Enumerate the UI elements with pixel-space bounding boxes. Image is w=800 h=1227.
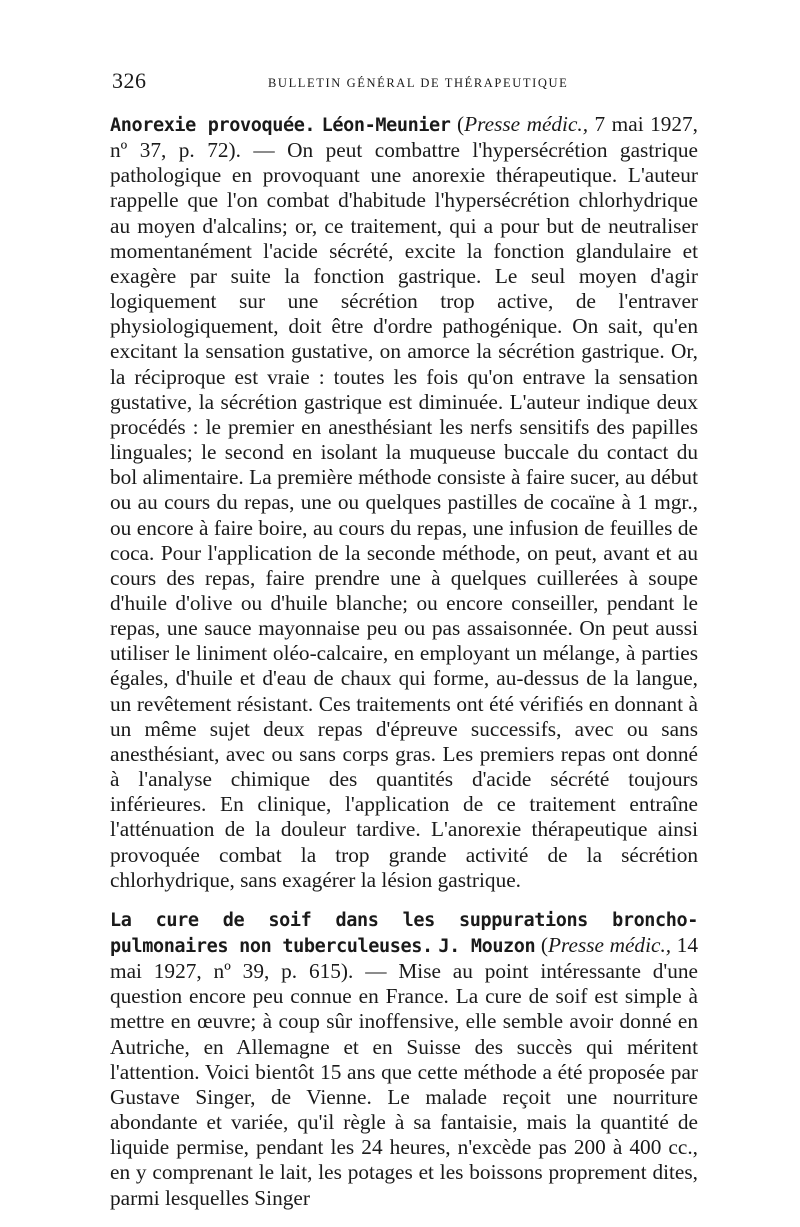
page-number: 326 [112,68,147,93]
article-title: Anorexie provoquée. [110,115,316,136]
article-anorexie: Anorexie provoquée. Léon-Meunier (Presse médic., 7 mai 1927, nº 37, p. 72). — On peut combattre l'hypersécrétion gastrique pathologique en provoquant une anorexie thérapeutique. L'auteur rappelle que l'on combat d'habitude l'hypersécrétion chlorhydrique au moyen d'alcalins; or, ce traitement, qui a pour but de neutraliser momentanément l'acide sécrété, excite la fonction glandulaire et exagère par suite la fonction gastrique. Le seul moyen d'agir logiquement sur une sécrétion trop active, de l'entraver physiologiquement, doit être d'ordre pathogénique. On sait, qu'en excitant la sensation gustative, on amorce la sécrétion gastrique. Or, la réciproque est vraie : toutes les fois qu'on entrave la sensation gustative, la sécrétion gastrique est diminuée. L'auteur indique deux procédés : le premier en anesthésiant les nerfs sensitifs des papilles linguales; le second en isolant la muqueuse buccale du contact du bol alimentaire. La première méthode consiste à faire sucer, au début ou au cours du repas, une ou quelques pastilles de cocaïne à 1 mgr., ou encore à faire boire, au cours du repas, une infusion de feuilles de coca. Pour l'application de la seconde méthode, on peut, avant et au cours des repas, faire prendre une à quelques cuillerées à soupe d'huile d'olive ou d'huile blanche; ou encore conseiller, pendant le repas, une sauce mayonnaise peu ou pas assaisonnée. On peut aussi utiliser le liniment oléo-calcaire, en employant un mélange, à parties égales, d'huile et d'eau de chaux qui forme, au-dessus de la langue, un revêtement résistant. Ces traitements ont été vérifiés en donnant à un même sujet deux repas d'épreuve successifs, avec ou sans anesthésiant, avec ou sans corps gras. Les premiers repas ont donné à l'analyse chimique des quantités d'acide sécrété toujours inférieures. En clinique, l'application de ce traitement entraîne l'atténuation de la douleur tardive. L'anorexie thérapeutique ainsi provoquée combat la trop grande activité de la sécrétion chlorhydrique, sans exagérer la lésion gastrique. [110,112,699,892]
article-source: Presse médic., [548,933,672,957]
article-body: — Mise au point intéressante d'une question encore peu connue en France. La cure de soif est simple à mettre en œuvre; à coup sûr inoffensive, elle semble avoir donné en Autriche, en Allemagne et en Suisse des succès qui méritent l'attention. Voici bientôt 15 ans que cette méthode a été proposée par Gustave Singer, de Vienne. Le malade reçoit une nourriture abondante et variée, qu'il règle à sa fantaisie, mais la quantité de liquide permise, pendant les 24 heures, n'excède pas 200 à 400 cc., en y comprenant le lait, les potages et les boissons proprement dites, parmi lesquelles Singer [110,959,698,1210]
article-citation: 7 mai 1927, nº 37, p. 72). [110,112,699,163]
article-body: — On peut combattre l'hypersécrétion gastrique pathologique en provoquant une anorexie thérapeutique. L'auteur rappelle que l'on combat d'habitude l'hypersécrétion chlorhydrique au moyen d'alcalins; or, ce traitement, qui a pour but de neutraliser momentanément l'acide sécrété, excite la fonction glandulaire et exagère par suite la fonction gastrique. Le seul moyen d'agir logiquement sur une sécrétion trop active, de l'entraver physiologiquement, doit être d'ordre pathogénique. On sait, qu'en excitant la sensation gustative, on amorce la sécrétion gastrique. Or, la réciproque est vraie : toutes les fois qu'on entrave la sensation gustative, la sécrétion gastrique est diminuée. L'auteur indique deux procédés : le premier en anesthésiant les nerfs sensitifs des papilles linguales; le second en isolant la muqueuse buccale du contact du bol alimentaire. La première méthode consiste à faire sucer, au début ou au cours du repas, une ou quelques pastilles de cocaïne à 1 mgr., ou encore à faire boire, au cours du repas, une infusion de feuilles de coca. Pour l'application de la seconde méthode, on peut, avant et au cours des repas, faire prendre une à quelques cuillerées à soupe d'huile d'olive ou d'huile blanche; ou encore conseiller, pendant le repas, une sauce mayonnaise peu ou pas assaisonnée. On peut aussi utiliser le liniment oléo-calcaire, en employant un mélange, à parties égales, d'huile et d'eau de chaux qui forme, au-dessus de la langue, un revêtement résistant. Ces traitements ont été vérifiés en donnant à un même sujet deux repas d'épreuve successifs, avec ou sans anesthésiant, avec ou sans corps gras. Les premiers repas ont donné à l'analyse chimique des quantités d'acide sécrété toujours inférieures. En clinique, l'application de ce traitement entraîne l'atténuation de la douleur tardive. L'anorexie thérapeutique ainsi provoquée combat la trop grande activité de la sécrétion chlorhydrique, sans exagérer la lésion gastrique. [110,138,698,892]
document-page [110,68,698,1211]
article-source: Presse médic., [464,112,589,136]
running-header [110,68,698,98]
journal-title: BULLETIN GÉNÉRAL DE THÉRAPEUTIQUE [268,76,569,90]
article-author: Léon-Meunier [321,115,451,136]
article-citation: 14 mai 1927, nº 39, p. 615). [110,933,699,984]
article-title: La cure de soif dans les suppurations broncho-pulmonaires non tuberculeuses. [110,909,698,957]
article-author: J. Mouzon [438,936,536,957]
article-cure-de-soif: La cure de soif dans les suppurations broncho-pulmonaires non tuberculeuses. J. Mouzon (Presse médic., 14 mai 1927, nº 39, p. 615). — Mise au point intéressante d'une question encore peu connue en France. La cure de soif est simple à mettre en œuvre; à coup sûr inoffensive, elle semble avoir donné en Autriche, en Allemagne et en Suisse des succès qui méritent l'attention. Voici bientôt 15 ans que cette méthode a été proposée par Gustave Singer, de Vienne. Le malade reçoit une nourriture abondante et variée, qu'il règle à sa fantaisie, mais la quantité de liquide permise, pendant les 24 heures, n'excède pas 200 à 400 cc., en y comprenant le lait, les potages et les boissons proprement dites, parmi lesquelles Singer [110,909,699,1210]
